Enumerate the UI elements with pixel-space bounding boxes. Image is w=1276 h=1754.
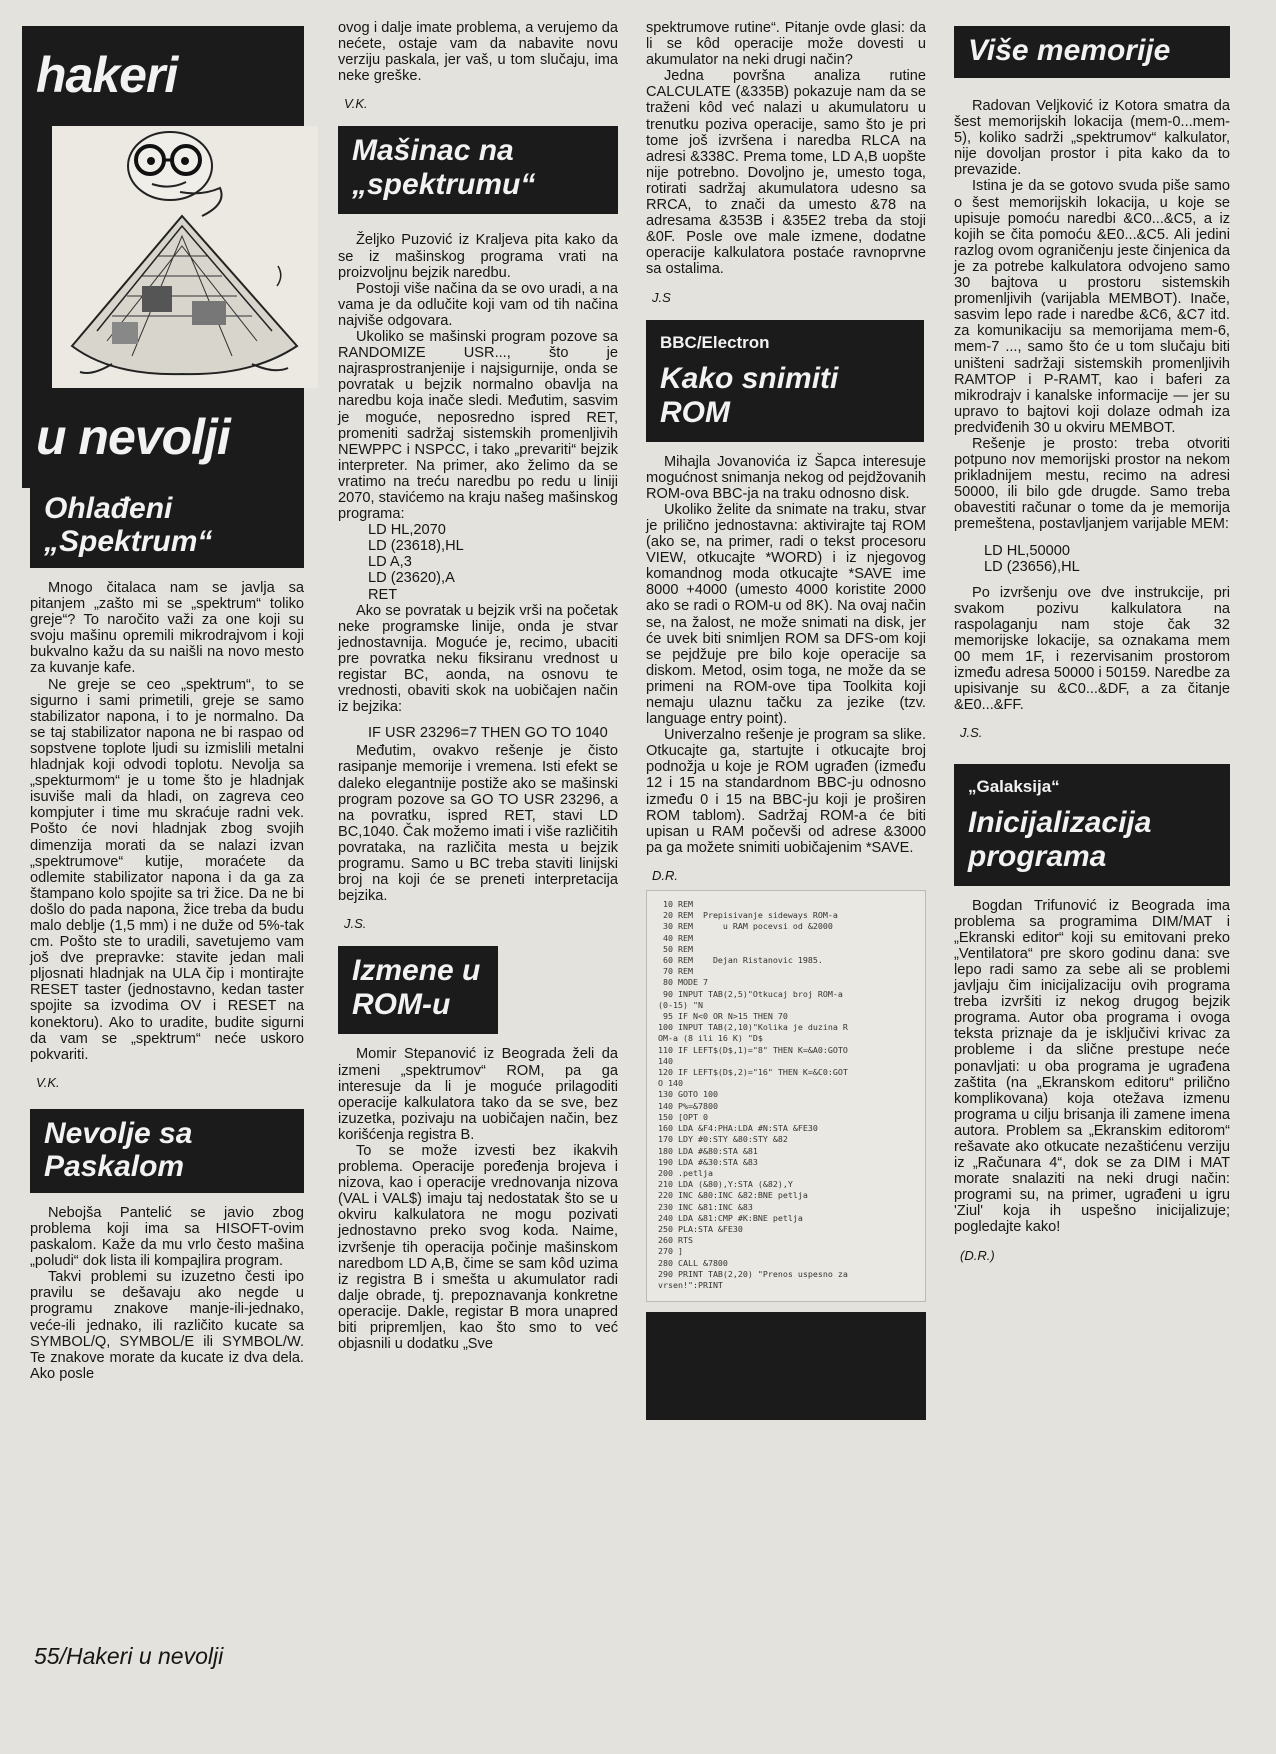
listing-line: vrsen!":PRINT	[653, 1279, 723, 1290]
code-line: IF USR 23296=7 THEN GO TO 1040	[368, 725, 608, 742]
section-kicker: „Galaksija“	[968, 776, 1060, 796]
listing-line: 240 LDA &81:CMP #K:BNE petlja	[653, 1212, 803, 1223]
article-paragraph: Bogdan Trifunović iz Beograda ima problema sa programima DIM/MAT i „Ekranski editor“ koji su emitovani preko „Ventilatora“ pre skoro godinu dana: sve lepo radi samo za sebe ali se problemi javljaju čim inicijalizaciju ovih programa treba izvršiti iz nekog drugog bejzik programa. Autor oba programa i ovoga teksta priznaje da je isključivi krivac za probleme i da slične prestupe neće ponavljati: u oba programa je ugrađena zaštita (na „Ekranskom editoru“ prilično komplikovana) koja otežava izmenu programa u cilju brisanja ili zamene imena autora. Problem sa „Ekranskim editorom“ rešavate ako otkucate nezaštićenu verziju iz „Računara 4“, dok se za DIM i MAT morate snalaziti na neki drugi način: programi su, na primer, ugrađeni u igru 'Ziul' koja ih uspešno inicijalizuje; pogledajte kako!	[954, 897, 1230, 1236]
article-paragraph: Jedna površna analiza rutine CALCULATE (&335B) pokazuje nam da se traženi kôd već nalazi u akumulatoru u trenutku poziva operacije, samo što je pri tome još izvršena i naredba RLCA na adresi &338C. Prema tome, LD A,B uopšte nije potrebno. Dovoljno je, umesto toga, rotirati sadržaj akumulatora udesno sa RRCA, to znači da umesto &78 na adresama &353B i &35E2 treba da stoji &0F. Posle ove male izmene, dodatne operacije kalkulatora postaće ravnoprvne sa ostalima.	[646, 68, 926, 278]
article-paragraph: Istina je da se gotovo svuda piše samo o šest memorijskih lokacija, u koje se upisuje pomoću naredbi &C0...&C5, a iz kojih se čita pomoću &E0...&C5. Ali jedini razlog ovom ograničenju jeste činjenica da je za potrebe kalkulatora odvojeno samo 30 bajtova u prostoru sistemskih promenljivih (varijabla MEMBOT). Inače, sasvim lepo rade i naredbe &C6, &C7 itd. za komunikaciju sa memorijama mem-6, mem-7 ..., samo što će u tom slučaju biti uništeni sadržaji sistemskih promenljivih RAMTOP i P-RAMT, kao i baferi za mikrodrajv i kanalske informacije — jer su upravo to bajtovi koji dolaze odmah iza predviđenih 30 u okviru MEMBOT.	[954, 178, 1230, 436]
article-paragraph: Ako se povratak u bejzik vrši na početak neke programske linije, onda je stvar jednostavnija. Moguće je, recimo, ubaciti pre povratka neku fiksiranu vrednost u registar BC, aonda, na osnovu te vrednosti, obaviti skok na uobičajen način iz bejzika:	[338, 602, 618, 716]
headline-ohladjeni-spektrum: Ohlađeni „Spektrum“	[30, 484, 304, 568]
article-paragraph: Postoji više načina da se ovo uradi, a na vama je da odlučite koji vam od tih načina najviše odgovara.	[338, 280, 618, 329]
listing-line: 10 REM	[653, 899, 693, 910]
listing-line: 160 LDA &F4:PHA:LDA #N:STA &FE30	[653, 1123, 818, 1134]
section-kicker: BBC/Electron	[660, 332, 770, 352]
article-paragraph: ovog i dalje imate problema, a verujemo da nećete, ostaje vam da nabavite novu verziju paskala, jer vaš, u tom slučaju, ima neke greške.	[338, 20, 618, 85]
article-paragraph: Mnogo čitalaca nam se javlja sa pitanjem „zašto mi se „spektrum“ toliko greje“? To naročito važi za one koji su svoju mašinu opremili mikrodrajvom i koji bukvalno kažu da su naišli na novo mesto za kuvanje kafe.	[30, 580, 304, 677]
main-title-top: hakeri	[36, 47, 178, 103]
listing-line: 100 INPUT TAB(2,10)"Kolika je duzina R	[653, 1022, 848, 1033]
listing-line: 230 INC &81:INC &83	[653, 1201, 753, 1212]
listing-line: 140	[653, 1055, 673, 1066]
headline-kako-snimiti-rom	[646, 320, 924, 442]
listing-line: 210 LDA (&80),Y:STA (&82),Y	[653, 1179, 793, 1190]
author-signature: J.S.	[344, 916, 367, 932]
headline-izmene-u-rom-u: Izmene u ROM-u	[338, 946, 498, 1034]
article-paragraph: Ukoliko želite da snimate na traku, stvar je prilično jednostavna: aktivirajte taj ROM (ako se, na primer, radi o tekst procesoru VIEW, otkucajte *WORD) i iz njegovog komandnog moda otkucajte *SAVE ime 8000 +4000 (umesto 4000 koristite 2000 ako se radi o ROM-u od 8K). Na ovaj način se, na žalost, ne može snimati na disk, jer će uvek biti snimljen ROM sa DFS-om koji se pejdžuje pre bilo koje operacije sa diskom. Metod, osim toga, ne može da se primeni na ROM-ove tipa Toolkita koji nemaju ulaznu tačku za jezike (tzv. language entry point).	[646, 501, 926, 728]
code-line: LD HL,2070	[368, 522, 446, 539]
main-title-bottom: u nevolji	[36, 409, 230, 465]
headline-text: Inicijalizacija programa	[968, 805, 1152, 873]
article-paragraph: Ukoliko se mašinski program pozove sa RANDOMIZE USR..., što je najrasprostranjenije i najsigurnije, onda se povratak u bejzik normalno obavlja na naredbu koja inače sledi. Međutim, sasvim je moguće, neposredno ispred RET, promeniti sadržaj sistemskih promenljivih NEWPPC i NSPCC, i tako „prevariti“ bejzik interpreter. Na primer, ako želimo da se vratimo na treću naredbu po redu u liniji 2070, stavićemo na kraju našeg mašinskog programa:	[338, 329, 618, 523]
listing-line: 80 MODE 7	[653, 977, 708, 988]
listing-line: 170 LDY #0:STY &80:STY &82	[653, 1134, 788, 1145]
listing-line: 140 P%=&7800	[653, 1100, 718, 1111]
author-signature: (D.R.)	[960, 1247, 995, 1263]
listing-line: 60 REM Dejan Ristanovic 1985.	[653, 955, 823, 966]
listing-line: 220 INC &80:INC &82:BNE petlja	[653, 1190, 808, 1201]
listing-line: 200 .petlja	[653, 1167, 713, 1178]
article-paragraph: Mihajla Jovanovića iz Šapca interesuje mogućnost snimanja nekog od pejdžovanih ROM-ova BBC-ja na traku odnosno disk.	[646, 453, 926, 502]
listing-line: 90 INPUT TAB(2,5)"Otkucaj broj ROM-a	[653, 988, 843, 999]
code-line: LD (23618),HL	[368, 538, 464, 555]
article-paragraph: Takvi problemi su izuzetno česti ipo pravilu se dešavaju ako negde u programu znakove manje-ili-jednako, veće-ili jednako, ili različito kucate sa SYMBOL/Q, SYMBOL/E ili SYMBOL/W. Te znakove morate da kucate iz dva dela. Ako posle	[30, 1269, 304, 1382]
author-signature: V.K.	[36, 1074, 60, 1090]
column-4	[954, 26, 1230, 1278]
listing-line: 20 REM Prepisivanje sideways ROM-a	[653, 910, 838, 921]
article-paragraph: Ne greje se ceo „spektrum“, to se sigurno i sami primetili, greje se samo stabilizator napona, i to je normalno. Da se taj stabilizator napona ne bi raspao od sopstvene toplote ljudi su izmislili metalni hladnjak koji odvodi toplotu. Nevolja sa „spekturmom“ je u tome što je hladnjak isuviše mali da hladi, on zagreva ceo kompjuter i time mu skraćuje radni vek. Pošto će novi hladnjak zbog svojih dimenzija morati da se nalazi izvan „spektrumove“ kutije, moraćete da odlemite stabilizator napona i da ga za štampano kolo spojite sa tri žice. Da ne bi došlo do pada napona, žice treba da budu malo deblje (1,5 mm) i ne duže od 5%-tak cm. Pošto ste to uradili, savetujemo vam još dve prepravke: stavite jedan mali pljosnati hladnjak na ULA čip i montirajte RESET taster (jednostavno, kedan taster spojite sa izvodima OV i RESET na konektoru). Ako to uradite, budite sigurni da vam se „spektrum“ neće uskoro pokvariti.	[30, 676, 304, 1063]
headline-vise-memorije: Više memorije	[954, 26, 1230, 78]
listing-line: 40 REM	[653, 932, 693, 943]
listing-line: 95 IF N<0 OR N>15 THEN 70	[653, 1011, 788, 1022]
listing-line: 70 REM	[653, 966, 693, 977]
listing-line: 120 IF LEFT$(D$,2)="16" THEN K=&C0:GOT	[653, 1067, 848, 1078]
listing-line: 290 PRINT TAB(2,20) "Prenos uspesno za	[653, 1268, 848, 1279]
headline-text: Kako snimiti ROM	[660, 361, 839, 429]
listing-line: 30 REM u RAM pocevsi od &2000	[653, 921, 833, 932]
black-bar	[646, 1312, 926, 1420]
listing-line: 260 RTS	[653, 1235, 693, 1246]
article-paragraph: Radovan Veljković iz Kotora smatra da šest memorijskih lokacija (mem-0...mem-5), koliko sadrži „spektrumov“ kalkulator, nije dovoljan prostor i pita kako da to prevazide.	[954, 98, 1230, 179]
listing-line: (0-15) "N	[653, 999, 703, 1010]
listing-line: 250 PLA:STA &FE30	[653, 1223, 743, 1234]
code-line: LD (23656),HL	[984, 558, 1080, 575]
cartoon-illustration	[52, 126, 318, 388]
listing-line: 270 ]	[653, 1246, 683, 1257]
program-listing	[646, 890, 926, 1302]
headline-masinac-na-spektrumu: Mašinac na „spektrumu“	[338, 126, 618, 214]
article-paragraph: Željko Puzović iz Kraljeva pita kako da se iz mašinskog programa vrati na proizvoljnu bejzik naredbu.	[338, 232, 618, 281]
article-paragraph: Univerzalno rešenje je program sa slike. Otkucajte ga, startujte i otkucajte broj podnožja u koje je ROM ugrađen (između 12 i 15 na standardnom BBC-ju odnosno između 0 i 15 na BBC-ju koji je proširen ROM tablom). Sadržaj ROM-a će biti upisan u RAM počevši od adrese &3000 pa ga možete snimiti uobičajenim *SAVE.	[646, 727, 926, 856]
listing-line: 110 IF LEFT$(D$,1)="8" THEN K=&A0:GOTO	[653, 1044, 848, 1055]
article-paragraph: Momir Stepanović iz Beograda želi da izmeni „spektrumov“ ROM, pa ga interesuje da li je moguće prilagoditi operacije kalkulatora tako da se sve, bez izuzetka, pozivaju na uobičajen način, bez korišćenja registra B.	[338, 1046, 618, 1143]
code-line: RET	[368, 586, 398, 603]
listing-line: 190 LDA #&30:STA &83	[653, 1156, 758, 1167]
article-paragraph: spektrumove rutine“. Pitanje ovde glasi: da li se kôd operacije može dovesti u akumulator na neki drugi način?	[646, 20, 926, 69]
article-paragraph: Po izvršenju ove dve instrukcije, pri svakom pozivu kalkulatora na raspolaganju nam stoje čak 32 memorijske lokacije, sa oznakama mem 00 mem 1F, i rezervisanim prostorom između adresa 50000 i 50159. Naredbe za upisivanje su &C0...&DF, a za čitanje &E0...&FF.	[954, 584, 1230, 714]
headline-nevolje-sa-paskalom: Nevolje sa Paskalom	[30, 1109, 304, 1193]
code-line: LD (23620),A	[368, 570, 455, 587]
code-line: LD HL,50000	[984, 542, 1071, 559]
author-signature: D.R.	[652, 867, 678, 883]
main-title-box	[22, 26, 304, 488]
column-1	[30, 484, 304, 1382]
article-paragraph: Međutim, ovakvo rešenje je čisto rasipanje memorije i vremena. Isti efekt se daleko elegantnije postiže ako se mašinski program pozove sa GO TO USR 23296, a na povratku, ispred RET, stavi LD BC,1040. Čak možemo imati i više različitih povrataka, na različita mesta u bejzik programu. Samo u BC treba staviti linijski broj na koji će se preneti interpretacija bejzika.	[338, 743, 618, 905]
code-line: LD A,3	[368, 554, 412, 571]
listing-line: OM-a (8 ili 16 K) "D$	[653, 1033, 763, 1044]
listing-line: 130 GOTO 100	[653, 1089, 718, 1100]
listing-line: O 140	[653, 1078, 683, 1089]
listing-line: 50 REM	[653, 943, 693, 954]
author-signature: J.S.	[960, 725, 983, 741]
article-paragraph: Nebojša Pantelić se javio zbog problema koji ima sa HISOFT-ovim paskalom. Kaže da mu vrlo često mašina „poludi“ dok lista ili kompajlira program.	[30, 1204, 304, 1270]
page-footer: 55/Hakeri u nevolji	[34, 1643, 224, 1669]
author-signature: V.K.	[344, 96, 368, 112]
listing-line: 280 CALL &7800	[653, 1257, 728, 1268]
headline-inicijalizacija-programa	[954, 764, 1230, 886]
column-3	[646, 20, 926, 1420]
author-signature: J.S	[652, 289, 671, 305]
article-paragraph: Rešenje je prosto: treba otvoriti potpuno nov memorijski prostor na nekom prikladnijem mestu, recimo na adresi 50000, ili bilo gde drugde. Samo treba obavestiti računar o tome da je memorija premeštena, postavljanjem varijable MEM:	[954, 435, 1230, 533]
article-paragraph: To se može izvesti bez ikakvih problema. Operacije poređenja brojeva i nizova, kao i operacije vrednovanja nizova (VAL i VAL$) imaju taj nedostatak što se u okviru kalkulatora ne mogu pozivati jednostavno preko svog koda. Naime, izvršenje tih operacija počinje mašinskom naredbom LD A,B, čime se sam kôd uzima iz registra B i smešta u akumulator radi dalje obrade, tj. prepoznavanja konkretne operacije. Dakle, registar B mora unapred biti pripremljen, kao što smo to već objasnili u dodatku „Sve	[338, 1142, 618, 1353]
listing-line: 180 LDA #&80:STA &81	[653, 1145, 758, 1156]
column-2	[338, 20, 618, 1352]
listing-line: 150 [OPT 0	[653, 1111, 708, 1122]
